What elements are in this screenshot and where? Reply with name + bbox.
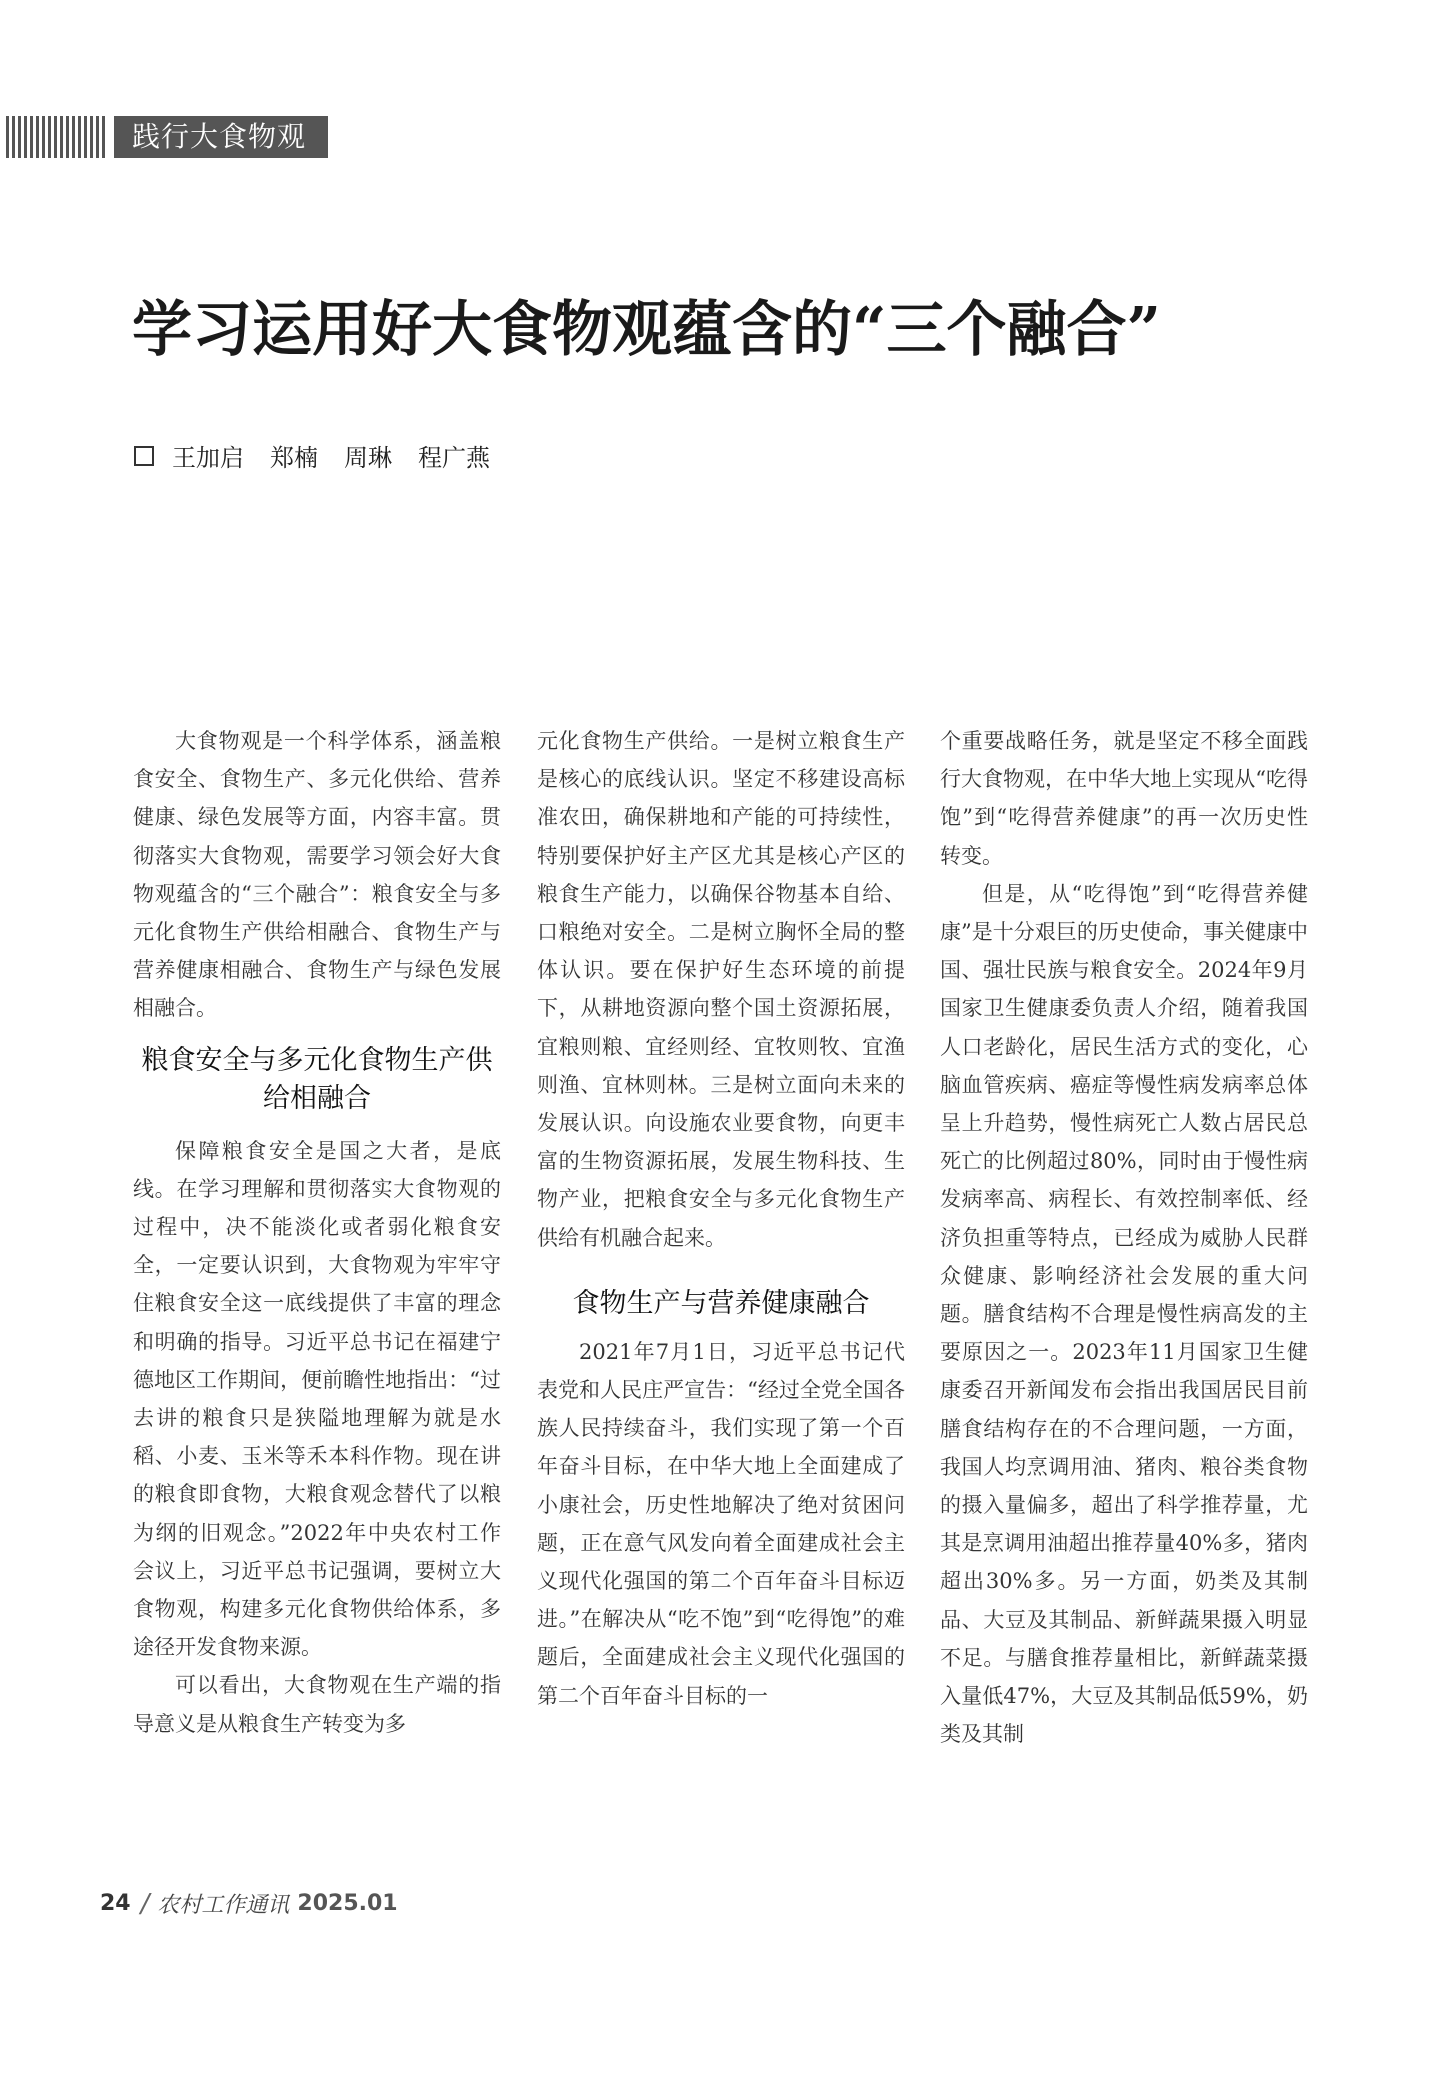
author-line bbox=[134, 438, 516, 473]
paragraph: 大食物观是一个科学体系，涵盖粮食安全、食物生产、多元化供给、营养健康、绿色发展等方面，内容丰富。贯彻落实大食物观，需要学习领会好大食物观蕴含的“三个融合”：粮食安全与多元化食物生产供给相融合、食物生产与营养健康相融合、食物生产与绿色发展相融合。 bbox=[133, 729, 501, 1021]
stripe-decoration bbox=[6, 116, 106, 158]
column-3 bbox=[940, 722, 1308, 1753]
author-marker-icon bbox=[134, 446, 154, 466]
paragraph: 个重要战略任务，就是坚定不移全面践行大食物观，在中华大地上实现从“吃得饱”到“吃得营养健康”的再一次历史性转变。 bbox=[940, 729, 1308, 868]
paragraph: 保障粮食安全是国之大者，是底线。在学习理解和贯彻落实大食物观的过程中，决不能淡化或者弱化粮食安全，一定要认识到，大食物观为牢牢守住粮食安全这一底线提供了丰富的理念和明确的指导。习近平总书记在福建宁德地区工作期间，便前瞻性地指出：“过去讲的粮食只是狭隘地理解为就是水稻、小麦、玉米等禾本科作物。现在讲的粮食即食物，大粮食观念替代了以粮为纲的旧观念。”2022年中央农村工作会议上，习近平总书记强调，要树立大食物观，构建多元化食物供给体系，多途径开发食物来源。 bbox=[133, 1138, 501, 1660]
column-1 bbox=[133, 722, 501, 1743]
slash-divider-icon: / bbox=[140, 1888, 150, 1919]
author-name: 周琳 bbox=[344, 444, 392, 472]
section-tag bbox=[6, 116, 328, 158]
column-2 bbox=[537, 722, 905, 1715]
issue-number: 2025.01 bbox=[297, 1891, 398, 1916]
page-number: 24 bbox=[100, 1891, 131, 1916]
section-heading: 粮食安全与多元化食物生产供给相融合 bbox=[141, 1044, 493, 1114]
article-title: 学习运用好大食物观蕴含的“三个融合” bbox=[132, 295, 1162, 365]
paragraph: 2021年7月1日，习近平总书记代表党和人民庄严宣告：“经过全党全国各族人民持续奋斗，我们实现了第一个百年奋斗目标，在中华大地上全面建成了小康社会，历史性地解决了绝对贫困问题，正在意气风发向着全面建成社会主义现代化强国的第二个百年奋斗目标迈进。”在解决从“吃不饱”到“吃得饱”的难题后，全面建成社会主义现代化强国的第二个百年奋斗目标的一 bbox=[537, 1339, 905, 1708]
author-name: 王加启 bbox=[172, 444, 244, 472]
page-footer bbox=[100, 1888, 398, 1919]
author-name: 郑楠 bbox=[270, 444, 318, 472]
section-heading: 食物生产与营养健康融合 bbox=[572, 1287, 870, 1319]
paragraph: 可以看出，大食物观在生产端的指导意义是从粮食生产转变为多 bbox=[133, 1673, 501, 1736]
journal-name: 农村工作通讯 bbox=[157, 1893, 290, 1918]
section-tag-label: 践行大食物观 bbox=[114, 116, 328, 158]
paragraph: 元化食物生产供给。一是树立粮食生产是核心的底线认识。坚定不移建设高标准农田，确保耕地和产能的可持续性，特别要保护好主产区尤其是核心产区的粮食生产能力，以确保谷物基本自给、口粮绝对安全。二是树立胸怀全局的整体认识。要在保护好生态环境的前提下，从耕地资源向整个国土资源拓展，宜粮则粮、宜经则经、宜牧则牧、宜渔则渔、宜林则林。三是树立面向未来的发展认识。向设施农业要食物，向更丰富的生物资源拓展，发展生物科技、生物产业，把粮食安全与多元化食物生产供给有机融合起来。 bbox=[537, 729, 905, 1250]
paragraph: 但是，从“吃得饱”到“吃得营养健康”是十分艰巨的历史使命，事关健康中国、强壮民族与粮食安全。2024年9月国家卫生健康委负责人介绍，随着我国人口老龄化，居民生活方式的变化，心脑血管疾病、癌症等慢性病发病率总体呈上升趋势，慢性病死亡人数占居民总死亡的比例超过80%，同时由于慢性病发病率高、病程长、有效控制率低、经济负担重等特点，已经成为威胁人民群众健康、影响经济社会发展的重大问题。膳食结构不合理是慢性病高发的主要原因之一。2023年11月国家卫生健康委召开新闻发布会指出我国居民目前膳食结构存在的不合理问题，一方面，我国人均烹调用油、猪肉、粮谷类食物的摄入量偏多，超出了科学推荐量，尤其是烹调用油超出推荐量40%多，猪肉超出30%多。另一方面，奶类及其制品、大豆及其制品、新鲜蔬果摄入明显不足。与膳食推荐量相比，新鲜蔬菜摄入量低47%，大豆及其制品低59%，奶类及其制 bbox=[940, 881, 1308, 1747]
author-name: 程广燕 bbox=[418, 444, 490, 472]
